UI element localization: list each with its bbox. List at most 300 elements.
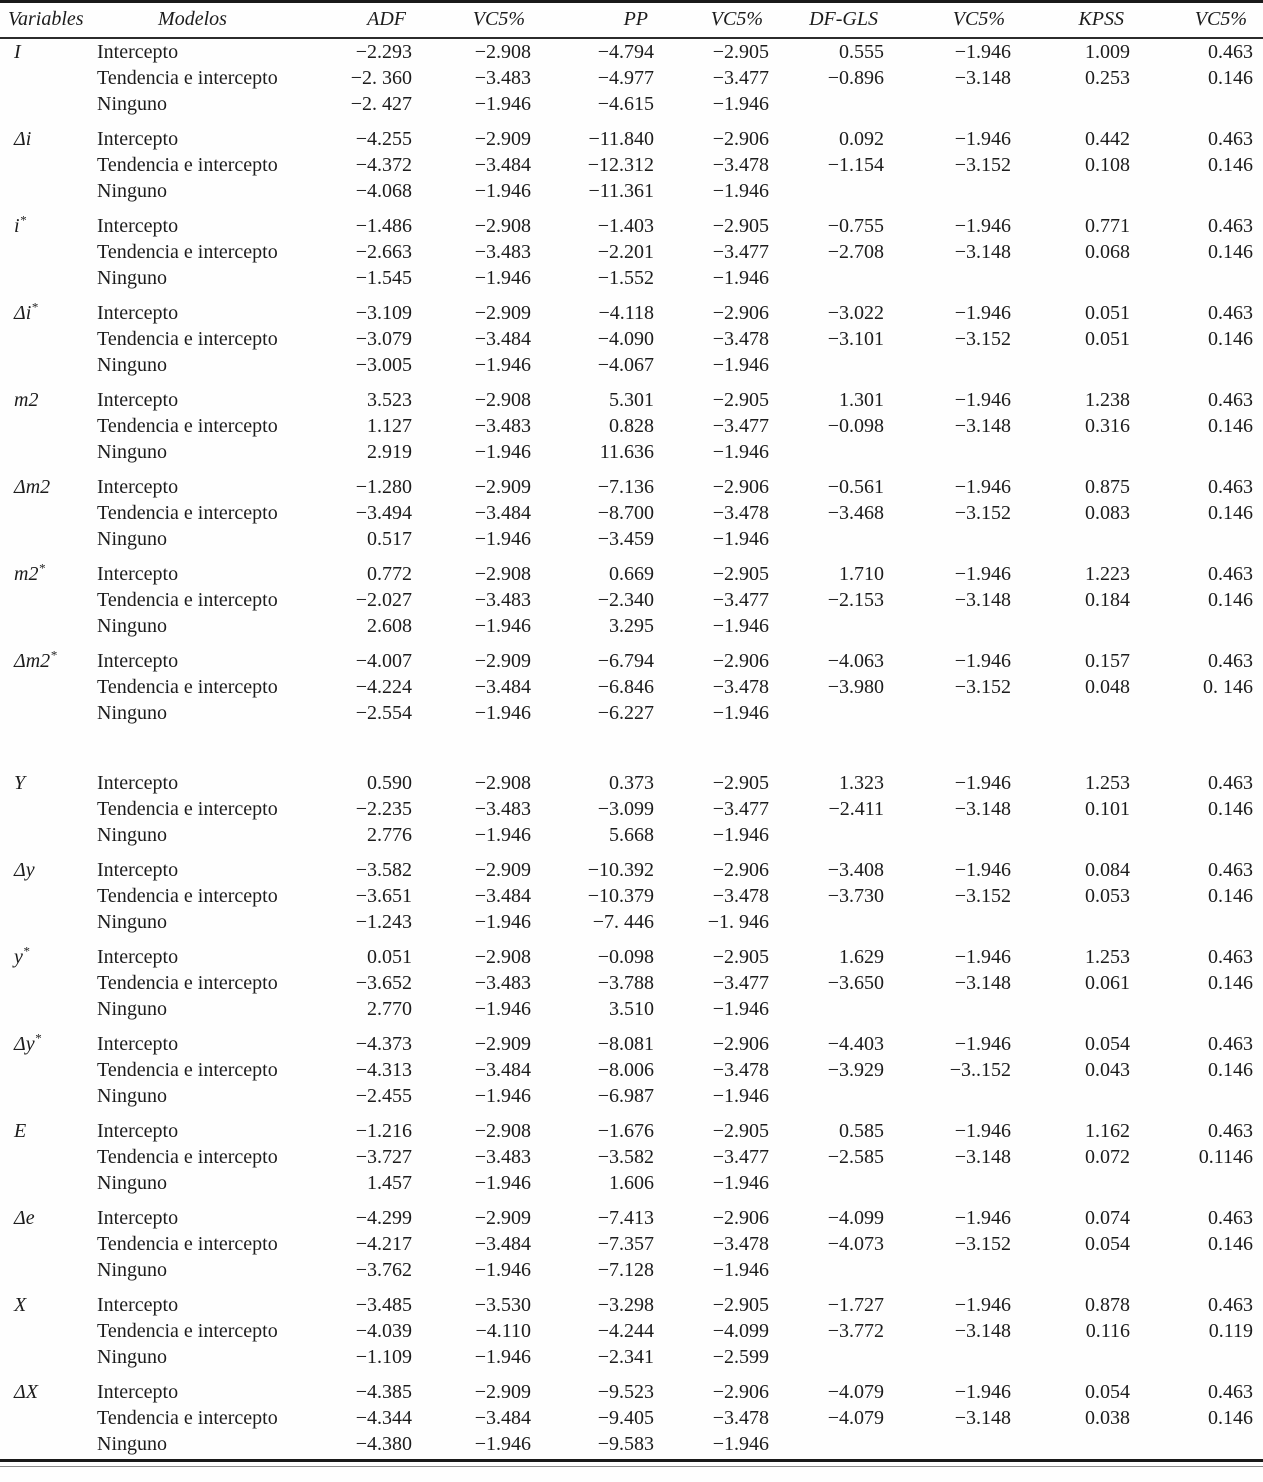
model-label: Intercepto <box>97 772 179 794</box>
value-cell: −1.946 <box>712 354 769 376</box>
table-row <box>0 500 1263 526</box>
model-label: Ninguno <box>97 1085 167 1107</box>
value-cell: 0.146 <box>1208 885 1253 907</box>
table-row <box>0 1257 1263 1283</box>
value-cell: 0.878 <box>1085 1294 1130 1316</box>
column-header-6: DF-GLS <box>779 2 894 39</box>
value-cell: −2.908 <box>474 389 531 411</box>
value-cell: −4.090 <box>597 328 654 350</box>
table-row <box>0 1083 1263 1109</box>
value-cell: −3.483 <box>474 415 531 437</box>
variable-label: I <box>14 41 21 63</box>
value-cell: −1.946 <box>474 1433 531 1455</box>
model-label: Intercepto <box>97 1294 179 1316</box>
value-cell: −2.599 <box>712 1346 769 1368</box>
variable-label: Δy <box>14 859 35 881</box>
value-cell <box>1021 439 1140 465</box>
value-cell: 0.054 <box>1085 1381 1130 1403</box>
variable-label <box>0 700 85 726</box>
value-cell: −8.081 <box>597 1033 654 1055</box>
value-cell: −2.909 <box>474 1381 531 1403</box>
value-cell: 0.463 <box>1208 650 1253 672</box>
value-cell: 2.608 <box>367 615 412 637</box>
model-label: Ninguno <box>97 911 167 933</box>
value-cell: −2.909 <box>474 1207 531 1229</box>
value-cell: 0.146 <box>1208 328 1253 350</box>
value-cell <box>1140 996 1263 1022</box>
asterisk-superscript: * <box>19 213 27 228</box>
value-cell: −3.582 <box>355 859 412 881</box>
column-header-1: Modelos <box>85 2 300 39</box>
value-cell: −2.909 <box>474 302 531 324</box>
value-cell: −12.312 <box>587 154 654 176</box>
value-cell: −1.676 <box>597 1120 654 1142</box>
value-cell <box>1140 613 1263 639</box>
value-cell: −2.908 <box>474 41 531 63</box>
value-cell: −1.946 <box>954 563 1011 585</box>
value-cell <box>779 822 894 848</box>
model-label: Ninguno <box>97 528 167 550</box>
variable-label: E <box>14 1120 27 1142</box>
value-cell: 0.463 <box>1208 476 1253 498</box>
value-cell: −3.152 <box>954 502 1011 524</box>
value-cell: −4.224 <box>355 676 412 698</box>
value-cell: −3.152 <box>954 885 1011 907</box>
table-row <box>0 152 1263 178</box>
column-header-7: VC5% <box>894 2 1021 39</box>
value-cell: −3.478 <box>712 154 769 176</box>
model-label: Intercepto <box>97 563 179 585</box>
value-cell: −2. 427 <box>350 93 412 115</box>
table-row <box>0 1344 1263 1370</box>
value-cell: −1. 946 <box>707 911 769 933</box>
value-cell: 0.555 <box>839 41 884 63</box>
value-cell: 0.146 <box>1208 798 1253 820</box>
value-cell: −2.908 <box>474 215 531 237</box>
value-cell <box>779 526 894 552</box>
value-cell: 0.068 <box>1085 241 1130 263</box>
variable-label <box>0 909 85 935</box>
table-row <box>0 1318 1263 1344</box>
value-cell: −3.484 <box>474 1407 531 1429</box>
variable-label <box>0 500 85 526</box>
value-cell <box>894 352 1021 378</box>
value-cell: −1.946 <box>712 528 769 550</box>
model-label: Tendencia e intercepto <box>97 798 278 820</box>
value-cell: −3.980 <box>827 676 884 698</box>
value-cell: −4.372 <box>355 154 412 176</box>
variable-label <box>0 970 85 996</box>
value-cell: −4.255 <box>355 128 412 150</box>
value-cell: −3.477 <box>712 798 769 820</box>
table-row <box>0 387 1263 413</box>
table-row <box>0 526 1263 552</box>
model-label: Tendencia e intercepto <box>97 502 278 524</box>
variable-label <box>0 1083 85 1109</box>
value-cell: 0.463 <box>1208 772 1253 794</box>
model-label: Intercepto <box>97 946 179 968</box>
value-cell: −3.483 <box>474 67 531 89</box>
group-spacer <box>0 465 1263 474</box>
variable-label <box>0 1231 85 1257</box>
value-cell: −1.946 <box>954 215 1011 237</box>
table-row <box>0 857 1263 883</box>
value-cell: −2.905 <box>712 1120 769 1142</box>
value-cell <box>779 700 894 726</box>
value-cell: 1.457 <box>367 1172 412 1194</box>
value-cell: 0.463 <box>1208 302 1253 324</box>
value-cell: −4.068 <box>355 180 412 202</box>
value-cell <box>1140 700 1263 726</box>
value-cell: 0.253 <box>1085 67 1130 89</box>
value-cell: 0.463 <box>1208 389 1253 411</box>
value-cell: −2. 360 <box>350 67 412 89</box>
value-cell: −3.079 <box>355 328 412 350</box>
value-cell: 0.316 <box>1085 415 1130 437</box>
value-cell: −6.987 <box>597 1085 654 1107</box>
value-cell: −2.905 <box>712 563 769 585</box>
value-cell: 0.083 <box>1085 502 1130 524</box>
value-cell <box>894 1170 1021 1196</box>
group-spacer <box>0 291 1263 300</box>
table-row <box>0 1057 1263 1083</box>
value-cell: 1.009 <box>1085 41 1130 63</box>
value-cell: 0.116 <box>1085 1320 1130 1342</box>
value-cell: −1.946 <box>954 1033 1011 1055</box>
value-cell: −4.615 <box>597 93 654 115</box>
value-cell: −3.022 <box>827 302 884 324</box>
value-cell: −3.762 <box>355 1259 412 1281</box>
value-cell: −1.109 <box>355 1346 412 1368</box>
value-cell: −4.099 <box>712 1320 769 1342</box>
value-cell: 0.108 <box>1085 154 1130 176</box>
value-cell: −2.027 <box>355 589 412 611</box>
value-cell: −4.007 <box>355 650 412 672</box>
value-cell <box>1021 1170 1140 1196</box>
value-cell: −2.905 <box>712 389 769 411</box>
model-label: Tendencia e intercepto <box>97 1233 278 1255</box>
table-row <box>0 65 1263 91</box>
variable-label: Δm2 <box>14 476 51 498</box>
group-spacer <box>0 378 1263 387</box>
value-cell: 0.875 <box>1085 476 1130 498</box>
table-row <box>0 587 1263 613</box>
value-cell: −2.293 <box>355 41 412 63</box>
value-cell: 1.253 <box>1085 772 1130 794</box>
value-cell: −2.906 <box>712 650 769 672</box>
value-cell: 0.061 <box>1085 972 1130 994</box>
model-label: Tendencia e intercepto <box>97 1059 278 1081</box>
value-cell: −4.063 <box>827 650 884 672</box>
value-cell <box>1140 1257 1263 1283</box>
value-cell <box>1140 178 1263 204</box>
table-row <box>0 796 1263 822</box>
value-cell: −6.227 <box>597 702 654 724</box>
value-cell: −2.909 <box>474 476 531 498</box>
value-cell: 0.463 <box>1208 41 1253 63</box>
value-cell: −3.148 <box>954 972 1011 994</box>
value-cell: −2.585 <box>827 1146 884 1168</box>
value-cell: 0.146 <box>1208 972 1253 994</box>
value-cell: −3.148 <box>954 1320 1011 1342</box>
variable-label <box>0 439 85 465</box>
value-cell: 0.669 <box>609 563 654 585</box>
value-cell: −3.148 <box>954 798 1011 820</box>
value-cell: −2.455 <box>355 1085 412 1107</box>
value-cell: −1.946 <box>954 946 1011 968</box>
value-cell: 0.157 <box>1085 650 1130 672</box>
value-cell <box>894 1431 1021 1457</box>
variable-label: ΔX <box>14 1381 38 1403</box>
value-cell: −7.357 <box>597 1233 654 1255</box>
variable-label <box>0 239 85 265</box>
value-cell: −4.118 <box>598 302 654 324</box>
group-spacer <box>0 935 1263 944</box>
table-row <box>0 822 1263 848</box>
value-cell: −2.906 <box>712 1381 769 1403</box>
model-label: Intercepto <box>97 389 179 411</box>
value-cell: −3.152 <box>954 1233 1011 1255</box>
value-cell: −3.477 <box>712 1146 769 1168</box>
model-label: Intercepto <box>97 1381 179 1403</box>
value-cell: −2.906 <box>712 302 769 324</box>
group-spacer <box>0 1109 1263 1118</box>
header-row <box>0 2 1263 39</box>
value-cell: 1.323 <box>839 772 884 794</box>
model-label: Intercepto <box>97 128 179 150</box>
column-header-5: VC5% <box>664 2 779 39</box>
value-cell: 0.463 <box>1208 1033 1253 1055</box>
value-cell: −3.477 <box>712 589 769 611</box>
value-cell <box>1021 1344 1140 1370</box>
value-cell: −1.216 <box>355 1120 412 1142</box>
value-cell: 2.776 <box>367 824 412 846</box>
variable-label <box>0 1318 85 1344</box>
variable-label: m2* <box>14 561 45 585</box>
value-cell: 0.146 <box>1208 1233 1253 1255</box>
value-cell: −1.946 <box>474 441 531 463</box>
value-cell <box>894 613 1021 639</box>
value-cell: −3.148 <box>954 1146 1011 1168</box>
value-cell: −1.946 <box>712 1433 769 1455</box>
value-cell: 0.051 <box>1085 328 1130 350</box>
value-cell: −3.727 <box>355 1146 412 1168</box>
asterisk-superscript: * <box>31 300 38 315</box>
value-cell: −1.946 <box>954 476 1011 498</box>
value-cell: −3.929 <box>827 1059 884 1081</box>
variable-label <box>0 1257 85 1283</box>
value-cell: −4.403 <box>827 1033 884 1055</box>
value-cell: 0.463 <box>1208 1120 1253 1142</box>
value-cell: −4.217 <box>355 1233 412 1255</box>
value-cell: 0.585 <box>839 1120 884 1142</box>
value-cell: 0.463 <box>1208 128 1253 150</box>
variable-label: Δy* <box>14 1031 42 1055</box>
value-cell: −1.946 <box>712 1259 769 1281</box>
value-cell <box>1140 265 1263 291</box>
value-cell: −1.946 <box>474 1085 531 1107</box>
value-cell: 3.510 <box>609 998 654 1020</box>
variable-label <box>0 822 85 848</box>
value-cell: −3.152 <box>954 154 1011 176</box>
column-header-0: Variables <box>0 2 85 39</box>
value-cell: −2.340 <box>597 589 654 611</box>
value-cell: −4.977 <box>597 67 654 89</box>
value-cell <box>1140 822 1263 848</box>
variable-label <box>0 1144 85 1170</box>
model-label: Ninguno <box>97 93 167 115</box>
model-label: Intercepto <box>97 859 179 881</box>
table-row <box>0 1031 1263 1057</box>
variable-label: y* <box>14 944 30 968</box>
variable-label: Δe <box>14 1207 35 1229</box>
value-cell: −1.727 <box>827 1294 884 1316</box>
table-row <box>0 770 1263 796</box>
value-cell <box>779 1257 894 1283</box>
table-row <box>0 1118 1263 1144</box>
value-cell: −8.700 <box>597 502 654 524</box>
value-cell: −4.299 <box>355 1207 412 1229</box>
variable-label <box>0 352 85 378</box>
table-bottom-rule-thin <box>0 1466 1263 1467</box>
value-cell: −0.098 <box>597 946 654 968</box>
value-cell: −4.794 <box>597 41 654 63</box>
value-cell: −4.079 <box>827 1381 884 1403</box>
value-cell <box>1021 526 1140 552</box>
table-row <box>0 265 1263 291</box>
table-row <box>0 1231 1263 1257</box>
model-label: Intercepto <box>97 476 179 498</box>
value-cell: 0.146 <box>1208 589 1253 611</box>
model-label: Ninguno <box>97 615 167 637</box>
value-cell: −9.523 <box>597 1381 654 1403</box>
value-cell: 0.146 <box>1208 1407 1253 1429</box>
value-cell: −1.946 <box>954 1120 1011 1142</box>
variable-label <box>0 326 85 352</box>
value-cell: −3.468 <box>827 502 884 524</box>
variable-label <box>0 65 85 91</box>
table-row <box>0 1205 1263 1231</box>
value-cell <box>894 996 1021 1022</box>
model-label: Tendencia e intercepto <box>97 1320 278 1342</box>
value-cell: 1.127 <box>367 415 412 437</box>
value-cell: 0.074 <box>1085 1207 1130 1229</box>
value-cell: 1.223 <box>1085 563 1130 585</box>
value-cell: −1.946 <box>712 998 769 1020</box>
value-cell: 0.463 <box>1208 859 1253 881</box>
value-cell: −1.946 <box>712 441 769 463</box>
value-cell: −1.946 <box>474 267 531 289</box>
value-cell: −3.148 <box>954 241 1011 263</box>
value-cell: 0.146 <box>1208 1059 1253 1081</box>
table-row <box>0 1292 1263 1318</box>
value-cell: −7.136 <box>597 476 654 498</box>
value-cell: −3.483 <box>474 972 531 994</box>
value-cell <box>894 439 1021 465</box>
value-cell: −1.946 <box>474 528 531 550</box>
table-row <box>0 648 1263 674</box>
model-label: Intercepto <box>97 1120 179 1142</box>
value-cell: −0.896 <box>827 67 884 89</box>
variable-label <box>0 152 85 178</box>
value-cell: 0.463 <box>1208 1294 1253 1316</box>
value-cell: −1.154 <box>827 154 884 176</box>
value-cell <box>1021 265 1140 291</box>
value-cell: −2.905 <box>712 772 769 794</box>
value-cell: 0.054 <box>1085 1033 1130 1055</box>
value-cell: −3.483 <box>474 241 531 263</box>
value-cell: −2.708 <box>827 241 884 263</box>
value-cell: −3.477 <box>712 241 769 263</box>
group-spacer <box>0 117 1263 126</box>
group-spacer <box>0 848 1263 857</box>
variable-label <box>0 91 85 117</box>
column-header-2: ADF <box>300 2 422 39</box>
table-row <box>0 91 1263 117</box>
value-cell: −3.148 <box>954 67 1011 89</box>
model-label: Ninguno <box>97 998 167 1020</box>
value-cell: −1.946 <box>712 824 769 846</box>
value-cell: 1.301 <box>839 389 884 411</box>
model-label: Ninguno <box>97 1172 167 1194</box>
value-cell: −7.413 <box>597 1207 654 1229</box>
value-cell: 0.828 <box>609 415 654 437</box>
table-row <box>0 996 1263 1022</box>
value-cell: 0.373 <box>609 772 654 794</box>
value-cell: 0.771 <box>1085 215 1130 237</box>
variable-label <box>0 265 85 291</box>
table-row <box>0 613 1263 639</box>
value-cell <box>894 700 1021 726</box>
value-cell: −1.946 <box>474 1259 531 1281</box>
value-cell: −2.905 <box>712 215 769 237</box>
group-spacer <box>0 1022 1263 1031</box>
value-cell: 1.238 <box>1085 389 1130 411</box>
value-cell: −1.403 <box>597 215 654 237</box>
value-cell <box>894 1257 1021 1283</box>
value-cell: −9.405 <box>597 1407 654 1429</box>
table-body <box>0 38 1263 1457</box>
value-cell: −3.152 <box>954 676 1011 698</box>
value-cell: 0.053 <box>1085 885 1130 907</box>
model-label: Ninguno <box>97 441 167 463</box>
group-spacer <box>0 1370 1263 1379</box>
value-cell: −2.906 <box>712 476 769 498</box>
value-cell: 3.523 <box>367 389 412 411</box>
value-cell: 2.919 <box>367 441 412 463</box>
value-cell: 0.092 <box>839 128 884 150</box>
value-cell: 0.051 <box>1085 302 1130 324</box>
value-cell: −1.946 <box>474 93 531 115</box>
group-spacer <box>0 204 1263 213</box>
value-cell: −3.148 <box>954 589 1011 611</box>
table-row <box>0 909 1263 935</box>
value-cell <box>894 91 1021 117</box>
value-cell: −2.909 <box>474 128 531 150</box>
value-cell <box>1140 1170 1263 1196</box>
value-cell: −3.152 <box>954 328 1011 350</box>
value-cell: −1.545 <box>355 267 412 289</box>
value-cell: −3.651 <box>355 885 412 907</box>
model-label: Tendencia e intercepto <box>97 328 278 350</box>
value-cell: −3.478 <box>712 1233 769 1255</box>
value-cell <box>779 439 894 465</box>
value-cell: −3.148 <box>954 1407 1011 1429</box>
value-cell: −3.494 <box>355 502 412 524</box>
value-cell: −8.006 <box>597 1059 654 1081</box>
value-cell: 1.710 <box>839 563 884 585</box>
value-cell: 5.301 <box>609 389 654 411</box>
